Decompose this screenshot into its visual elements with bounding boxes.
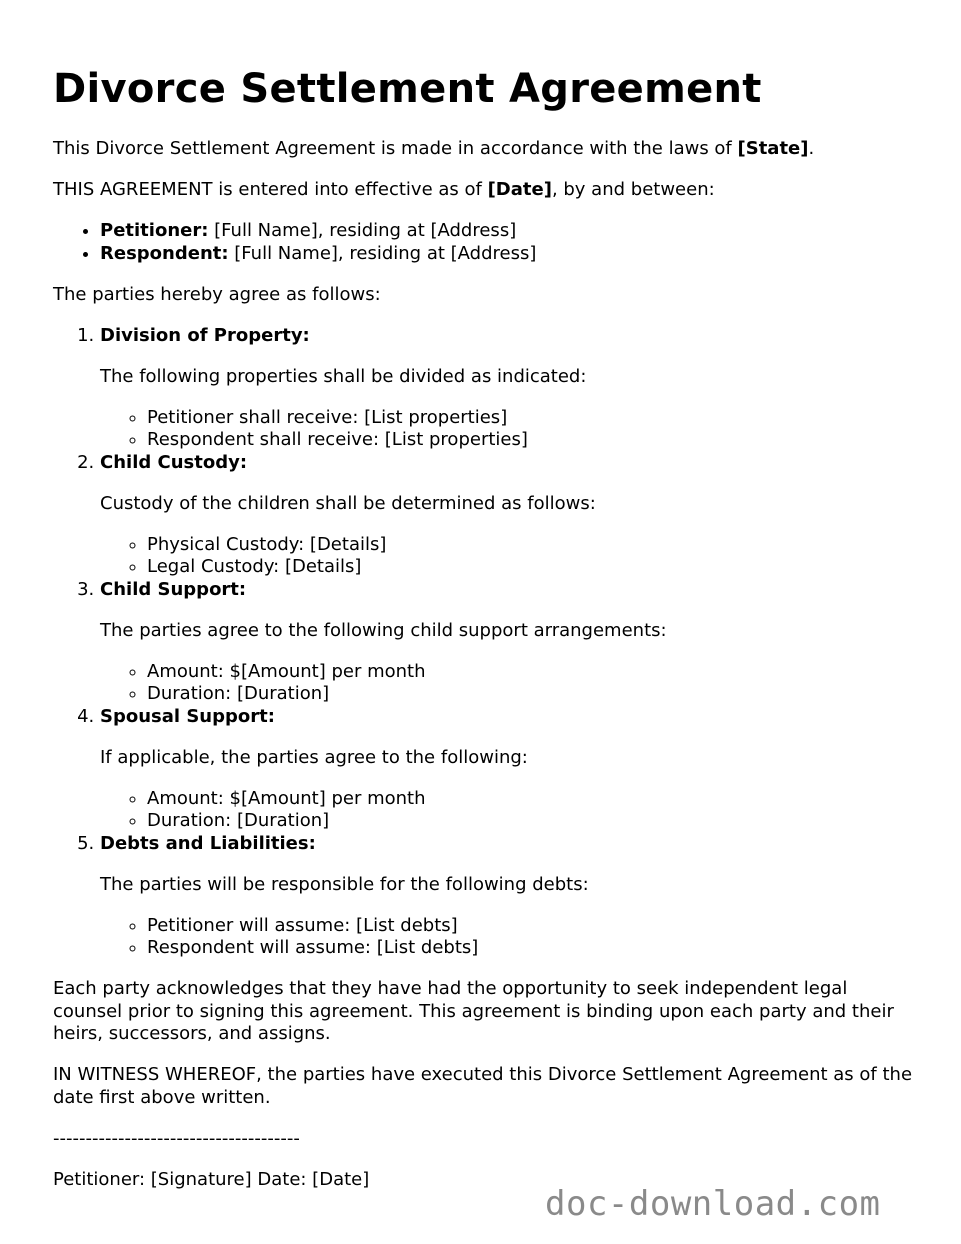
section-heading: Division of Property: bbox=[100, 324, 310, 346]
date-placeholder: [Date] bbox=[487, 179, 552, 200]
effective-text: THIS AGREEMENT is entered into effective as of bbox=[53, 179, 488, 200]
party-details: [Full Name], residing at [Address] bbox=[208, 220, 517, 241]
section-description: Custody of the children shall be determined as follows: bbox=[100, 492, 596, 514]
section-items bbox=[100, 788, 913, 833]
state-placeholder: [State] bbox=[737, 138, 809, 159]
party-respondent bbox=[100, 243, 913, 266]
party-details: [Full Name], residing at [Address] bbox=[228, 242, 537, 264]
section-description: The following properties shall be divided as indicated: bbox=[100, 365, 587, 387]
section-division-of-property bbox=[100, 325, 913, 452]
section-items bbox=[100, 407, 913, 452]
acknowledgement-paragraph: Each party acknowledges that they have had the opportunity to seek independent legal counsel prior to signing this agreement. This agreement is binding upon each party and their heirs, successors, and assigns. bbox=[53, 978, 894, 1044]
section-child-support bbox=[100, 579, 913, 706]
party-petitioner bbox=[100, 220, 913, 243]
section-item: ◦ Respondent shall receive: [List properties] bbox=[147, 429, 913, 452]
section-item: ◦ Amount: $[Amount] per month bbox=[147, 661, 913, 684]
section-item: ◦ Respondent will assume: [List debts] bbox=[147, 937, 913, 960]
section-item: ◦ Duration: [Duration] bbox=[147, 683, 913, 706]
section-child-custody bbox=[100, 452, 913, 579]
witness-paragraph: IN WITNESS WHEREOF, the parties have executed this Divorce Settlement Agreement as of the date first above written. bbox=[53, 1064, 913, 1108]
section-heading: Child Custody: bbox=[100, 451, 248, 473]
watermark-text: doc-download.com bbox=[545, 1184, 881, 1224]
section-item: ◦ Amount: $[Amount] per month bbox=[147, 788, 913, 811]
signature-line: -------------------------------------- bbox=[53, 1127, 300, 1149]
section-item: ◦ Petitioner will assume: [List debts] bbox=[147, 915, 913, 938]
section-heading: Debts and Liabilities: bbox=[100, 832, 316, 854]
effective-end: , by and between: bbox=[551, 179, 715, 200]
section-description: The parties will be responsible for the following debts: bbox=[100, 873, 589, 895]
section-item: ◦ Legal Custody: [Details] bbox=[147, 556, 913, 579]
document-title: Divorce Settlement Agreement bbox=[53, 66, 762, 112]
agree-paragraph: The parties hereby agree as follows: bbox=[53, 283, 381, 305]
section-items bbox=[100, 661, 913, 706]
document-body bbox=[53, 138, 913, 1210]
section-items bbox=[100, 534, 913, 579]
effective-paragraph bbox=[53, 179, 913, 202]
parties-list bbox=[53, 220, 913, 265]
section-debts-and-liabilities bbox=[100, 833, 913, 960]
petitioner-signature: Petitioner: [Signature] Date: [Date] bbox=[53, 1168, 370, 1190]
section-item: ◦ Petitioner shall receive: [List properties] bbox=[147, 407, 913, 430]
section-description: The parties agree to the following child support arrangements: bbox=[100, 619, 667, 641]
section-item: ◦ Physical Custody: [Details] bbox=[147, 534, 913, 557]
intro-text: This Divorce Settlement Agreement is made in accordance with the laws of bbox=[53, 138, 738, 159]
section-items bbox=[100, 915, 913, 960]
section-heading: Spousal Support: bbox=[100, 705, 275, 727]
intro-paragraph bbox=[53, 138, 913, 161]
section-description: If applicable, the parties agree to the following: bbox=[100, 746, 528, 768]
section-spousal-support bbox=[100, 706, 913, 833]
intro-end: . bbox=[808, 138, 815, 159]
sections-list bbox=[53, 325, 913, 960]
section-item: ◦ Duration: [Duration] bbox=[147, 810, 913, 833]
party-label: Respondent: bbox=[100, 242, 229, 264]
section-heading: Child Support: bbox=[100, 578, 247, 600]
party-label: Petitioner: bbox=[100, 220, 209, 241]
